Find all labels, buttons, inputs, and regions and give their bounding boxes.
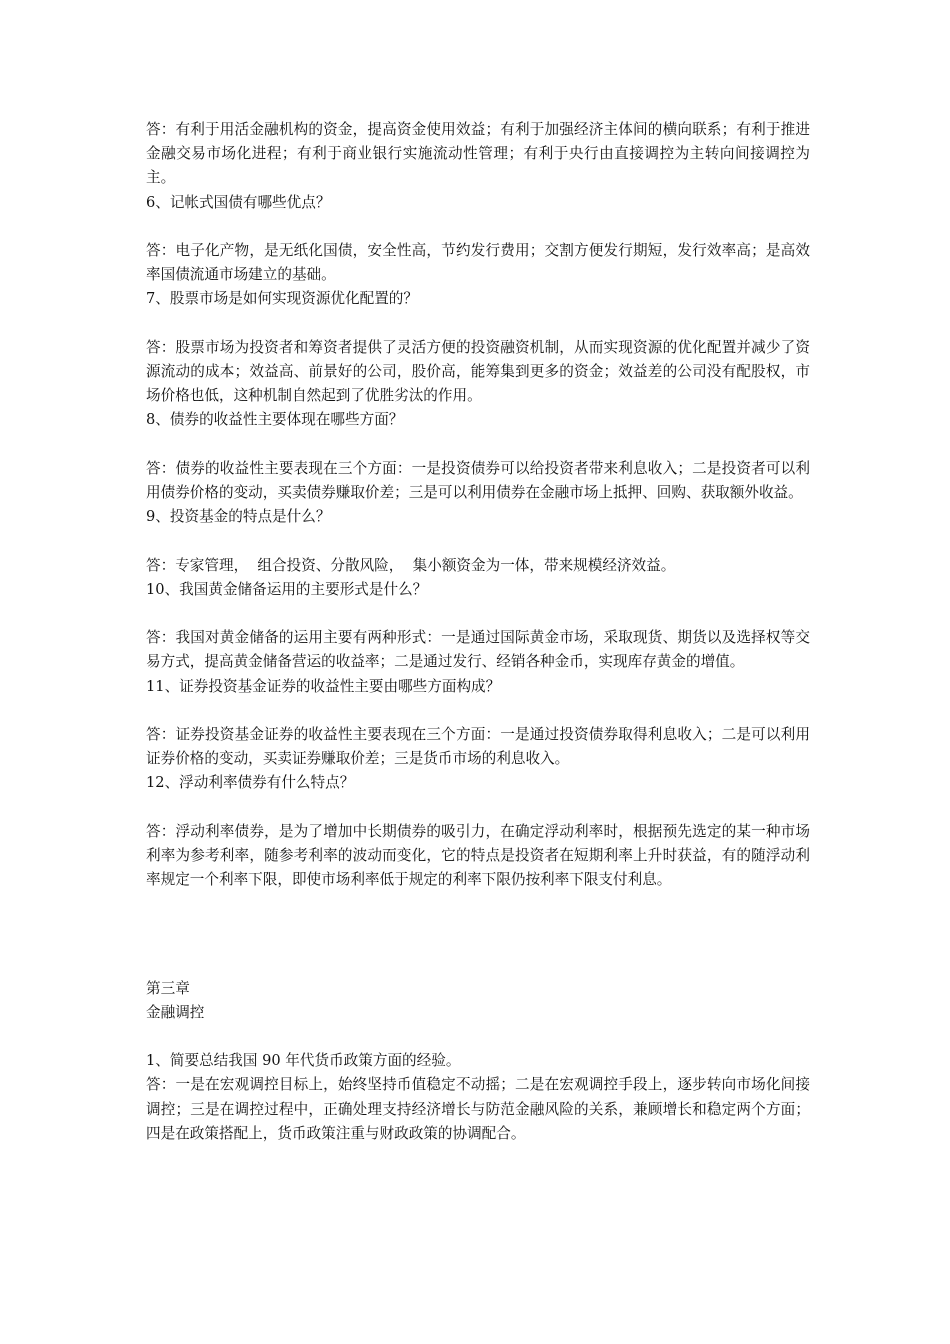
answer-10: 答：我国对黄金储备的运用主要有两种形式：一是通过国际黄金市场，采取现货、期货以及选择权等交易方式，提高黄金储备营运的收益率；二是通过发行、经销各种金币，实现库存黄金的增值。 bbox=[146, 629, 810, 671]
spacer bbox=[146, 215, 810, 239]
answer-5: 答：有利于用活金融机构的资金，提高资金使用效益；有利于加强经济主体间的横向联系；有利于推进金融交易市场化进程；有利于商业银行实施流动性管理；有利于央行由直接调控为主转向间接调控为主。 bbox=[146, 121, 810, 187]
answer-9: 答：专家管理， 组合投资、分散风险， 集小额资金为一体，带来规模经济效益。 bbox=[146, 556, 676, 574]
chapter-title: 金融调控 bbox=[146, 1003, 205, 1021]
question-9: 9、投资基金的特点是什么？ bbox=[146, 508, 331, 526]
question-12: 12、浮动利率债券有什么特点？ bbox=[146, 774, 355, 792]
question-10: 10、我国黄金储备运用的主要形式是什么？ bbox=[146, 580, 428, 598]
spacer bbox=[146, 699, 810, 723]
answer-11: 答：证券投资基金证券的收益性主要表现在三个方面：一是通过投资债券取得利息收入；二是可以利用证券价格的变动，买卖证券赚取价差；三是货币市场的利息收入。 bbox=[146, 725, 810, 768]
spacer bbox=[146, 602, 810, 626]
question-8: 8、债券的收益性主要体现在哪些方面？ bbox=[146, 411, 404, 429]
chapter-number: 第三章 bbox=[146, 979, 190, 997]
answer-12: 答：浮动利率债券，是为了增加中长期债券的吸引力，在确定浮动利率时，根据预先选定的某一种市场利率为参考利率，随参考利率的波动而变化，它的特点是投资者在短期利率上升时获益，有的随浮动利率规定一个利率下限，即使市场利率低于规定的利率下限仍按利率下限支付利息。 bbox=[146, 822, 810, 889]
chapter3-answer-1: 答：一是在宏观调控目标上，始终坚持币值稳定不动摇；二是在宏观调控手段上，逐步转向市场化间接调控；三是在调控过程中，正确处理支持经济增长与防范金融风险的关系，兼顾增长和稳定两个方面；四是在政策搭配上，货币政策注重与财政政策的协调配合。 bbox=[146, 1076, 810, 1142]
spacer bbox=[146, 433, 810, 457]
document-page bbox=[146, 118, 810, 1146]
spacer bbox=[146, 529, 810, 553]
spacer bbox=[146, 312, 810, 336]
answer-7: 答：股票市场为投资者和筹资者提供了灵活方便的投资融资机制，从而实现资源的优化配置并减少了资源流动的成本；效益高、前景好的公司，股价高，能筹集到更多的资金；效益差的公司没有配股权，市场价格也低，这种机制自然起到了优胜劣汰的作用。 bbox=[146, 338, 810, 405]
spacer bbox=[146, 952, 810, 976]
spacer bbox=[146, 1025, 810, 1049]
spacer bbox=[146, 796, 810, 820]
answer-6: 答：电子化产物，是无纸化国债，安全性高，节约发行费用；交割方便发行期短，发行效率高；是高效率国债流通市场建立的基础。 bbox=[146, 242, 810, 284]
question-6: 6、记帐式国债有哪些优点？ bbox=[146, 193, 331, 211]
chapter3-question-1: 1、简要总结我国 90 年代货币政策方面的经验。 bbox=[146, 1052, 461, 1070]
question-7: 7、股票市场是如何实现资源优化配置的？ bbox=[146, 290, 418, 308]
answer-8: 答：债券的收益性主要表现在三个方面：一是投资债券可以给投资者带来利息收入；二是投资者可以利用债券价格的变动，买卖债券赚取价差；三是可以利用债券在金融市场上抵押、回购、获取额外收益。 bbox=[146, 459, 810, 501]
question-11: 11、证券投资基金证券的收益性主要由哪些方面构成？ bbox=[146, 677, 501, 695]
spacer bbox=[146, 892, 810, 952]
